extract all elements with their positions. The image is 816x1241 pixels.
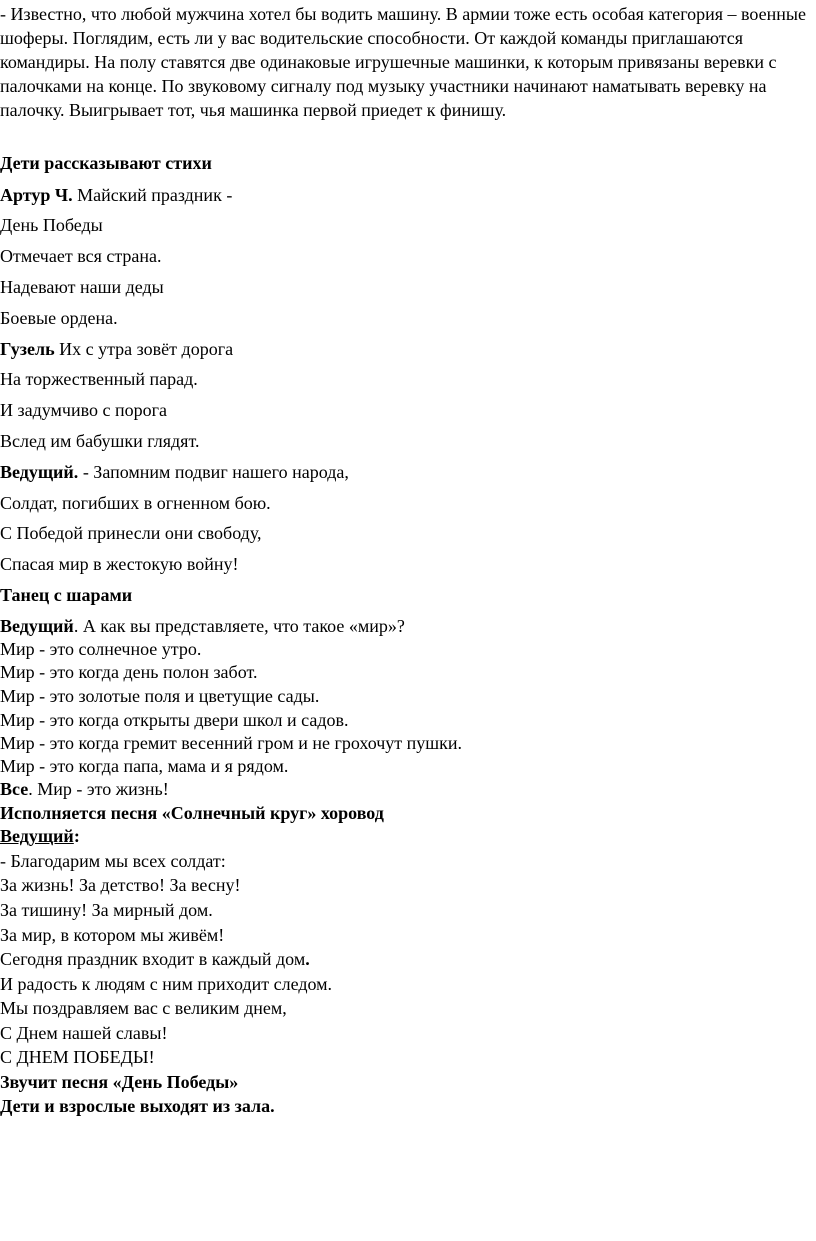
host3-line-f: И радость к людям с ним приходит следом. [0,974,333,994]
speaker-host-3-colon: : [73,826,80,846]
host3-line-g: Мы поздравляем вас с великим днем, [0,998,287,1018]
speaker-host-1: Ведущий. [0,462,79,482]
heading-exit: Дети и взрослые выходят из зала. [0,1096,275,1116]
host3-line-b: За жизнь! За детство! За весну! [0,875,241,895]
host3-line-c: За тишину! За мирный дом. [0,900,213,920]
guzel-line-3: И задумчиво с порога [0,400,167,420]
host3-line-d: За мир, в котором мы живём! [0,925,225,945]
host1-line-2: Солдат, погибших в огненном бою. [0,493,271,513]
heading-poems: Дети рассказывают стихи [0,153,212,173]
peace-line-6: Мир - это когда папа, мама и я рядом. [0,756,289,776]
intro-paragraph: - Известно, что любой мужчина хотел бы водить машину. В армии тоже есть особая категория – военные шоферы. Поглядим, есть ли у вас водительские способности. От каждой команды приглашаются командиры. На полу ставятся две одинаковые игрушечные машинки, к которым привязаны веревки с палочками на конце. По звуковому сигналу под музыку участники начинают наматывать веревку на палочку. Выигрывает тот, чья машинка первой приедет к финишу. [0,4,806,120]
peace-line-1: Мир - это солнечное утро. [0,639,202,659]
heading-song-2: Звучит песня «День Победы» [0,1072,239,1092]
peace-line-3: Мир - это золотые поля и цветущие сады. [0,686,320,706]
heading-song-1: Исполняется песня «Солнечный круг» хоровод [0,803,384,823]
peace-line-2: Мир - это когда день полон забот. [0,662,258,682]
artur-line-2: День Победы [0,215,103,235]
host2-text-1: . А как вы представляете, что такое «мир»? [73,616,405,636]
host3-line-e [0,948,310,970]
host3-line-e-text: Сегодня праздник входит в каждый дом [0,949,306,969]
host3-line-e-dot: . [305,949,310,969]
guzel-line-1 [0,338,233,360]
guzel-line-4: Вслед им бабушки глядят. [0,431,200,451]
artur-line-1 [0,184,232,206]
peace-line-4: Мир - это когда открыты двери школ и садов. [0,710,349,730]
host1-text-1: - Запомним подвиг нашего народа, [78,462,349,482]
host1-line-1 [0,461,349,483]
speaker-guzel: Гузель [0,339,55,359]
all-line [0,778,169,800]
host3-line-i: С ДНЕМ ПОБЕДЫ! [0,1047,155,1067]
artur-text-1: Майский праздник - [72,185,233,205]
artur-line-5: Боевые ордена. [0,308,118,328]
speaker-artur: Артур Ч. [0,185,73,205]
host2-line-1 [0,615,405,637]
speaker-host-2: Ведущий [0,616,74,636]
guzel-text-1: Их с утра зовёт дорога [54,339,234,359]
speaker-all: Все [0,779,29,799]
artur-line-3: Отмечает вся страна. [0,246,162,266]
host3-line-a: - Благодарим мы всех солдат: [0,851,226,871]
peace-line-5: Мир - это когда гремит весенний гром и не грохочут пушки. [0,733,463,753]
host1-line-3: С Победой принесли они свободу, [0,523,262,543]
host1-line-4: Спасая мир в жестокую войну! [0,554,239,574]
host3-line-h: С Днем нашей славы! [0,1023,168,1043]
all-text: . Мир - это жизнь! [28,779,169,799]
host3-speaker-line [0,825,80,847]
speaker-host-3: Ведущий [0,826,74,846]
guzel-line-2: На торжественный парад. [0,369,198,389]
heading-dance: Танец с шарами [0,585,133,605]
artur-line-4: Надевают наши деды [0,277,164,297]
